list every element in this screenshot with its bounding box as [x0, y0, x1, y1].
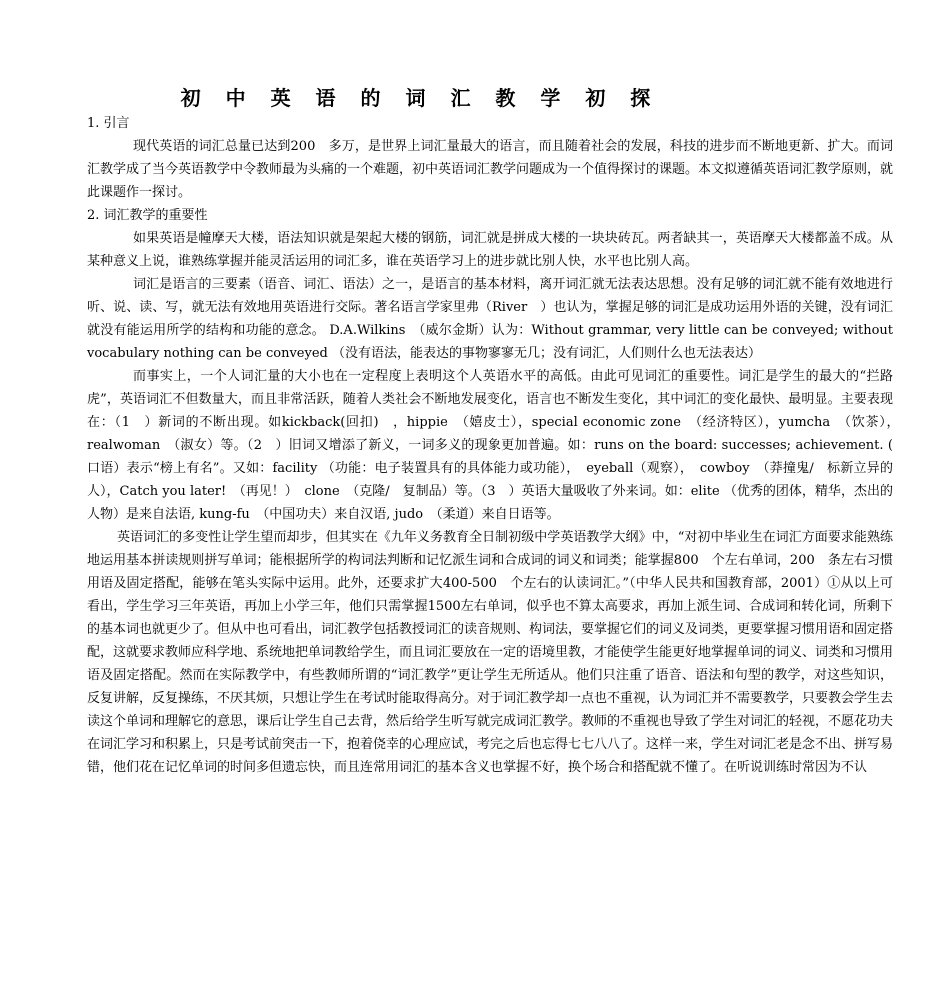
paragraph-syllabus-requirements: 英语词汇的多变性让学生望而却步，但其实在《九年义务教育全日制初级中学英语教学大纲》中，“对初中毕业生在词汇方面要求能熟练地运用基本拼读规则拼写单词；能根据所学的构词法判断和记忆派生词和合成词的词义和词类；能掌握800 个左右单词，200 条左右习惯用语及固定搭配，能够在笔头实际中运用。此外，还要求扩大400-500 个左右的认读词汇。”（中华人民共和国教育部，2001）①从以上可看出，学生学习三年英语，再加上小学三年，他们只需掌握1500左右单词，似乎也不算太高要求，再加上派生词、合成词和转化词，所剩下的基本词也就更少了。但从中也可看出，词汇教学包括教授词汇的读音规则、构词法，要掌握它们的词义及词类，更要掌握习惯用语和固定搭配，这就要求教师应科学地、系统地把单词教给学生，而且词汇要放在一定的语境里教，才能使学生能更好地掌握单词的词义、词类和习惯用语及固定搭配。然而在实际教学中，有些教师所谓的“词汇教学”更让学生无所适从。他们只注重了语音、语法和句型的教学，对这些知识，反复讲解，反复操练，不厌其烦，只想让学生在考试时能取得高分。对于词汇教学却一点也不重视，认为词汇并不需要教学，只要教会学生去读这个单词和理解它的意思，课后让学生自己去背，然后给学生听写就完成词汇教学。教师的不重视也导致了学生对词汇的轻视，不愿花功夫在词汇学习和积累上，只是考试前突击一下，抱着侥幸的心理应试，考完之后也忘得七七八八了。这样一来，学生对词汇老是念不出、拼写易错，他们花在记忆单词的时间多但遗忘快，而且连常用词汇的基本含义也掌握不好，换个场合和搭配就不懂了。在听说训练时常因为不认 — [87, 530, 894, 775]
paragraph-skyscraper-analogy: 如果英语是幢摩天大楼，语法知识就是架起大楼的钢筋，词汇就是拼成大楼的一块块砖瓦。两者缺其一，英语摩天大楼都盖不成。从某种意义上说，谁熟练掌握并能灵活运用的词汇多，谁在英语学习上的进步就比别人快，水平也比别人高。 — [87, 231, 893, 269]
document-page — [87, 84, 907, 779]
paragraph-vocabulary-changes: 而事实上，一个人词汇量的大小也在一定程度上表明这个人英语水平的高低。由此可见词汇的重要性。词汇是学生的最大的“拦路虎”，英语词汇不但数量大，而且非常活跃，随着人类社会不断地发展变化，语言也不断发生变化，其中词汇的变化最快、最明显。主要表现在：（1 ）新词的不断出现。如kickback(回扣) ，hippie （嬉皮士），special economic zone （经济特区），yumcha （饮茶）， realwoman （淑女）等。（2 ）旧词又增添了新义，一词多义的现象更加普遍。如：runs on the board: successes; achievement. ( 口语）表示“榜上有名”。又如：facility （功能：电子装置具有的具体能力或功能）， eyeball（观察）， cowboy （莽撞鬼/ 标新立异的人），Catch you later! （再见！） clone （克隆/ 复制品）等。（3 ）英语大量吸收了外来词。如：elite （优秀的团体，精华，杰出的人物）是来自法语, kung-fu （中国功夫）来自汉语, judo （柔道）来自日语等。 — [87, 369, 907, 522]
section-introduction — [87, 112, 893, 204]
section-vocabulary-importance — [87, 204, 907, 779]
section-heading-vocabulary-importance: 2. 词汇教学的重要性 — [87, 208, 208, 223]
section-heading-introduction: 1. 引言 — [87, 116, 130, 131]
paragraph-introduction: 现代英语的词汇总量已达到200 多万，是世界上词汇量最大的语言，而且随着社会的发展，科技的进步而不断地更新、扩大。而词汇教学成了当今英语教学中令教师最为头痛的一个难题，初中英语词汇教学问题成为一个值得探讨的课题。本文拟遵循英语词汇教学原则，就此课题作一探讨。 — [87, 139, 894, 200]
document-title: 初 中 英 语 的 词 汇 教 学 初 探 — [180, 86, 660, 110]
paragraph-three-elements: 词汇是语言的三要素（语音、词汇、语法）之一，是语言的基本材料，离开词汇就无法表达思想。没有足够的词汇就不能有效地进行听、说、读、写，就无法有效地用英语进行交际。著名语言学家里弗（River ）也认为，掌握足够的词汇是成功运用外语的关键，没有词汇就没有能运用所学的结构和功能的意念。 D.A.Wilkins （威尔金斯）认为：Without grammar, very little can be conveyed; without vocabulary nothing can be conveyed （没有语法，能表达的事物寥寥无几；没有词汇，人们则什么也无法表达） — [87, 277, 893, 361]
